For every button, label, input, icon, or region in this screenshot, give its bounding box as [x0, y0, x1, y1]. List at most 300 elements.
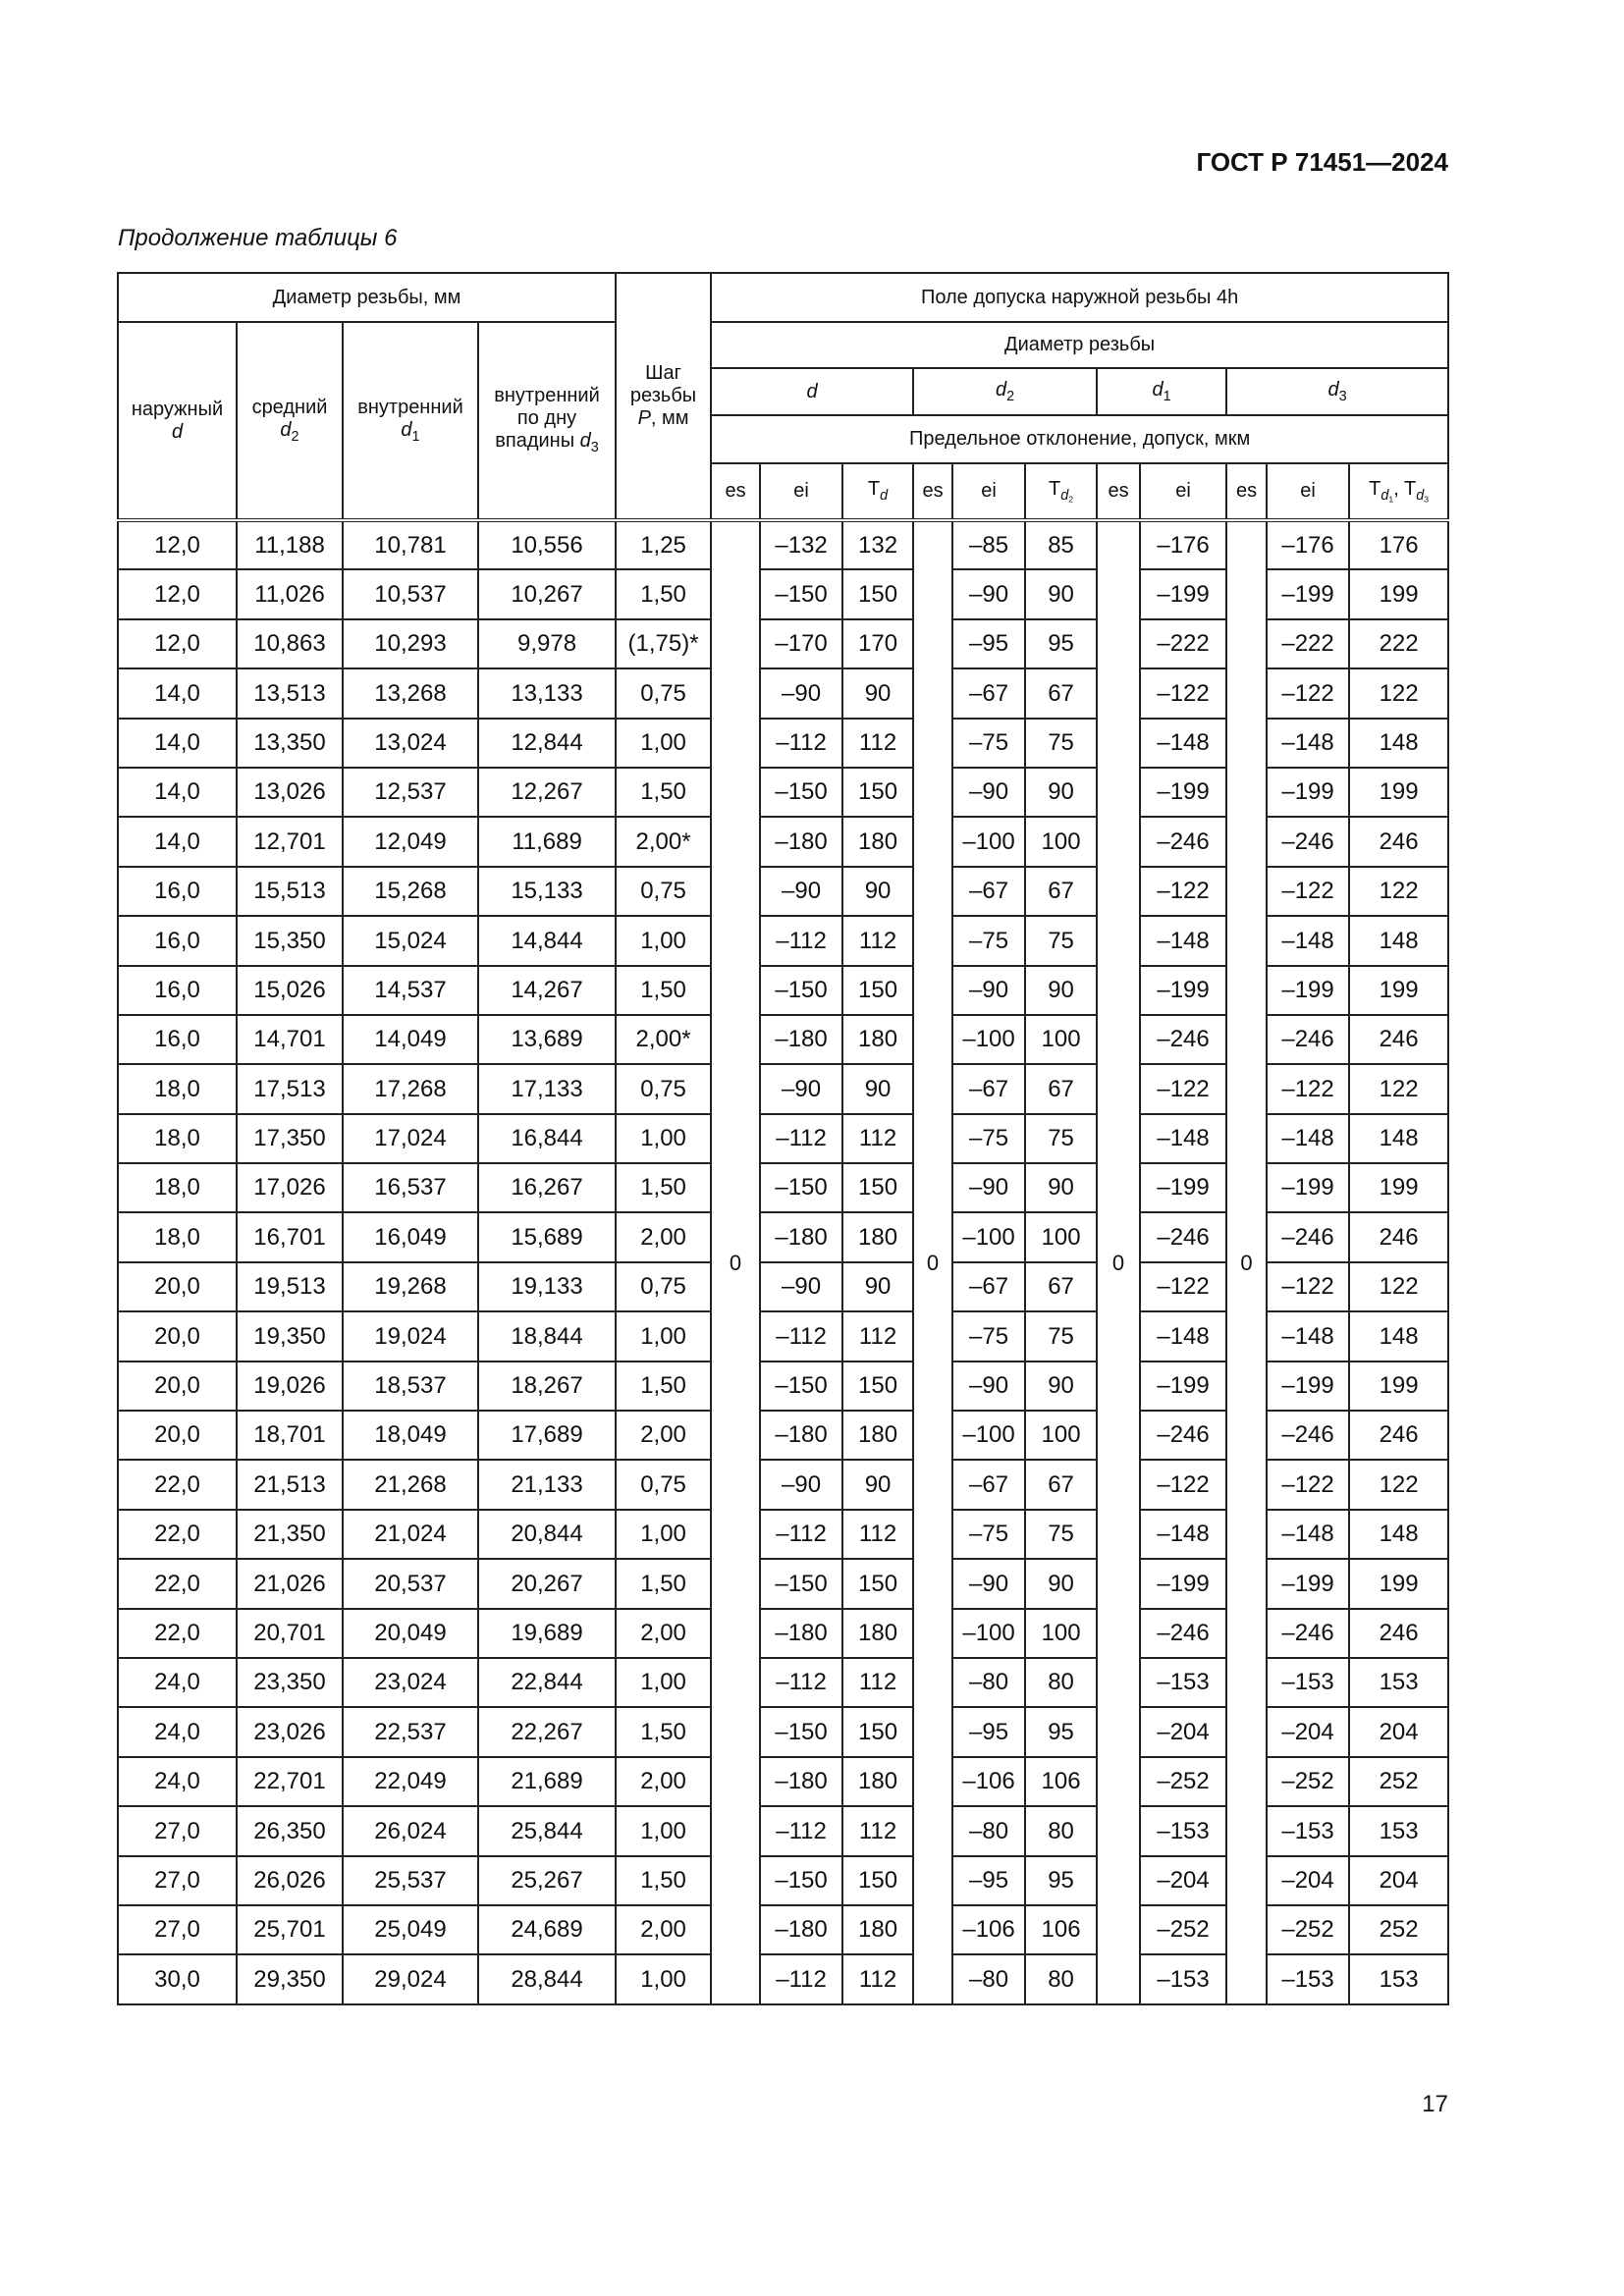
- deviation-header: Предельное отклонение, допуск, мкм: [711, 415, 1448, 463]
- d2-tolerance-cell: 100: [1025, 1609, 1097, 1658]
- d2-ei-cell: –75: [952, 1311, 1025, 1361]
- td2-sub-index: 2: [1068, 494, 1074, 505]
- group-d-header: [711, 368, 913, 415]
- d-ei-cell: –112: [760, 916, 842, 965]
- inner-symbol: d: [401, 418, 412, 441]
- d1-d3-tolerance-cell: 122: [1349, 1064, 1448, 1113]
- mean-diameter-cell: 15,350: [237, 916, 343, 965]
- d3-ei-cell: –204: [1267, 1856, 1349, 1905]
- d1-d3-tolerance-cell: 199: [1349, 1163, 1448, 1212]
- pitch-cell: 2,00: [616, 1609, 711, 1658]
- outer-diameter-cell: 20,0: [118, 1262, 237, 1311]
- d1-ei-cell: –153: [1140, 1658, 1226, 1707]
- pitch-cell: 2,00: [616, 1905, 711, 1954]
- inner-diameter-cell: 16,537: [343, 1163, 478, 1212]
- pitch-cell: 1,00: [616, 1510, 711, 1559]
- group-d1-subscript: 1: [1163, 388, 1171, 404]
- pitch-cell: 1,00: [616, 1954, 711, 2003]
- d1-ei-cell: –199: [1140, 768, 1226, 817]
- inner-diameter-cell: 21,024: [343, 1510, 478, 1559]
- d2-ei-cell: –95: [952, 1707, 1025, 1756]
- d-ei-cell: –112: [760, 1658, 842, 1707]
- d3-ei-cell: –122: [1267, 1262, 1349, 1311]
- root-word-1: внутренний: [494, 385, 600, 407]
- d-ei-cell: –150: [760, 768, 842, 817]
- d-tolerance-cell: 150: [842, 569, 913, 618]
- d3-ei-cell: –153: [1267, 1658, 1349, 1707]
- d1-ei-cell: –246: [1140, 1015, 1226, 1064]
- d-tolerance-cell: 90: [842, 1460, 913, 1509]
- outer-diameter-cell: 20,0: [118, 1311, 237, 1361]
- outer-diameter-cell: 24,0: [118, 1757, 237, 1806]
- root-diameter-cell: 16,267: [478, 1163, 616, 1212]
- inner-diameter-cell: 20,537: [343, 1559, 478, 1608]
- d1-d3-tolerance-cell: 252: [1349, 1757, 1448, 1806]
- d2-tolerance-cell: 90: [1025, 1362, 1097, 1411]
- d2-ei-cell: –90: [952, 966, 1025, 1015]
- td1-t: T: [1369, 477, 1381, 500]
- d2-ei-cell: –75: [952, 916, 1025, 965]
- outer-diameter-header: [118, 322, 237, 520]
- d1-d3-tolerance-cell: 246: [1349, 1609, 1448, 1658]
- pitch-cell: 1,00: [616, 1114, 711, 1163]
- td2-sub-symbol: d: [1060, 487, 1069, 504]
- inner-diameter-cell: 15,268: [343, 867, 478, 916]
- d3-ei-cell: –176: [1267, 520, 1349, 569]
- d-ei-cell: –150: [760, 1362, 842, 1411]
- d1-ei-cell: –222: [1140, 619, 1226, 668]
- mean-diameter-cell: 22,701: [237, 1757, 343, 1806]
- root-diameter-cell: 15,133: [478, 867, 616, 916]
- d-ei-cell: –132: [760, 520, 842, 569]
- d1-ei-cell: –122: [1140, 668, 1226, 718]
- inner-diameter-cell: 12,049: [343, 817, 478, 866]
- d1-d3-tolerance-cell: 246: [1349, 817, 1448, 866]
- pitch-cell: 1,00: [616, 719, 711, 768]
- d2-tolerance-cell: 95: [1025, 619, 1097, 668]
- d-ei-cell: –150: [760, 1559, 842, 1608]
- d-ei-cell: –150: [760, 1707, 842, 1756]
- d1-ei-cell: –199: [1140, 1559, 1226, 1608]
- d-ei-cell: –112: [760, 1311, 842, 1361]
- outer-diameter-cell: 27,0: [118, 1806, 237, 1855]
- inner-diameter-cell: 10,537: [343, 569, 478, 618]
- pitch-cell: 0,75: [616, 668, 711, 718]
- d2-tolerance-cell: 85: [1025, 520, 1097, 569]
- d-ei-cell: –150: [760, 1856, 842, 1905]
- d1-ei-cell: –246: [1140, 1609, 1226, 1658]
- d-tolerance-cell: 150: [842, 1163, 913, 1212]
- inner-diameter-cell: 22,537: [343, 1707, 478, 1756]
- d1-d3-tolerance-cell: 176: [1349, 520, 1448, 569]
- outer-diameter-cell: 18,0: [118, 1163, 237, 1212]
- d1-d3-tolerance-cell: 122: [1349, 668, 1448, 718]
- d2-tolerance-cell: 80: [1025, 1806, 1097, 1855]
- d1-d3-tolerance-cell: 153: [1349, 1954, 1448, 2003]
- mean-diameter-cell: 15,026: [237, 966, 343, 1015]
- d2-ei-cell: –100: [952, 1212, 1025, 1261]
- d-tolerance-cell: 150: [842, 1559, 913, 1608]
- td-header: [842, 463, 913, 520]
- mean-word: средний: [251, 396, 328, 418]
- d3-ei-cell: –199: [1267, 966, 1349, 1015]
- d1-ei-cell: –199: [1140, 1163, 1226, 1212]
- thread-diameter-group-header: Диаметр резьбы, мм: [118, 273, 616, 322]
- es-d2-cell: 0: [913, 520, 952, 2004]
- d1-ei-cell: –148: [1140, 916, 1226, 965]
- inner-diameter-cell: 15,024: [343, 916, 478, 965]
- d1-ei-cell: –246: [1140, 1212, 1226, 1261]
- es-header-d1: es: [1097, 463, 1140, 520]
- d2-ei-cell: –75: [952, 1510, 1025, 1559]
- root-diameter-cell: 14,844: [478, 916, 616, 965]
- pitch-cell: 2,00*: [616, 1015, 711, 1064]
- outer-diameter-cell: 24,0: [118, 1707, 237, 1756]
- d1-ei-cell: –204: [1140, 1856, 1226, 1905]
- d-ei-cell: –90: [760, 867, 842, 916]
- pitch-cell: 1,50: [616, 1163, 711, 1212]
- ei-header-d3: ei: [1267, 463, 1349, 520]
- pitch-cell: 2,00: [616, 1757, 711, 1806]
- d2-tolerance-cell: 106: [1025, 1757, 1097, 1806]
- d3-ei-cell: –148: [1267, 719, 1349, 768]
- group-d2-symbol: d: [995, 378, 1007, 400]
- mean-diameter-cell: 21,513: [237, 1460, 343, 1509]
- d3-ei-cell: –252: [1267, 1905, 1349, 1954]
- outer-diameter-cell: 14,0: [118, 668, 237, 718]
- d-tolerance-cell: 150: [842, 1362, 913, 1411]
- d1-d3-tolerance-cell: 148: [1349, 916, 1448, 965]
- d-tolerance-cell: 180: [842, 1015, 913, 1064]
- mean-diameter-cell: 26,026: [237, 1856, 343, 1905]
- td2-t: T: [1049, 477, 1061, 500]
- mean-diameter-cell: 19,513: [237, 1262, 343, 1311]
- d3-ei-cell: –122: [1267, 1064, 1349, 1113]
- d1-ei-cell: –122: [1140, 1262, 1226, 1311]
- d2-ei-cell: –106: [952, 1905, 1025, 1954]
- outer-diameter-cell: 30,0: [118, 1954, 237, 2003]
- d2-ei-cell: –80: [952, 1806, 1025, 1855]
- d3-ei-cell: –148: [1267, 1311, 1349, 1361]
- outer-diameter-cell: 14,0: [118, 817, 237, 866]
- d-tolerance-cell: 112: [842, 1806, 913, 1855]
- root-diameter-cell: 25,267: [478, 1856, 616, 1905]
- pitch-cell: 2,00*: [616, 817, 711, 866]
- d2-tolerance-cell: 67: [1025, 867, 1097, 916]
- d2-tolerance-cell: 100: [1025, 1015, 1097, 1064]
- d-tolerance-cell: 180: [842, 1212, 913, 1261]
- td1-sub-index: 1: [1388, 494, 1394, 505]
- pitch-cell: 2,00: [616, 1411, 711, 1460]
- d2-tolerance-cell: 95: [1025, 1856, 1097, 1905]
- mean-diameter-cell: 14,701: [237, 1015, 343, 1064]
- d3-ei-cell: –246: [1267, 1015, 1349, 1064]
- d2-tolerance-cell: 90: [1025, 966, 1097, 1015]
- d-tolerance-cell: 150: [842, 1707, 913, 1756]
- root-diameter-cell: 19,689: [478, 1609, 616, 1658]
- d2-ei-cell: –75: [952, 1114, 1025, 1163]
- d-tolerance-cell: 170: [842, 619, 913, 668]
- pitch-cell: 1,25: [616, 520, 711, 569]
- td2-header: [1025, 463, 1097, 520]
- inner-diameter-cell: 14,049: [343, 1015, 478, 1064]
- pitch-cell: 1,50: [616, 1707, 711, 1756]
- d1-d3-tolerance-cell: 199: [1349, 966, 1448, 1015]
- d-tolerance-cell: 112: [842, 1114, 913, 1163]
- pitch-word-2: резьбы: [629, 385, 697, 406]
- d-ei-cell: –90: [760, 1460, 842, 1509]
- d1-d3-tolerance-cell: 222: [1349, 619, 1448, 668]
- d-tolerance-cell: 112: [842, 1658, 913, 1707]
- mean-diameter-cell: 29,350: [237, 1954, 343, 2003]
- root-diameter-cell: 12,844: [478, 719, 616, 768]
- d-ei-cell: –90: [760, 668, 842, 718]
- outer-word: наружный: [131, 398, 224, 420]
- outer-diameter-cell: 22,0: [118, 1460, 237, 1509]
- d2-ei-cell: –90: [952, 1163, 1025, 1212]
- pitch-cell: 1,50: [616, 1856, 711, 1905]
- d3-ei-cell: –122: [1267, 668, 1349, 718]
- d2-tolerance-cell: 75: [1025, 1114, 1097, 1163]
- td3-t: T: [1403, 477, 1417, 500]
- mean-diameter-cell: 19,026: [237, 1362, 343, 1411]
- td-t: T: [867, 478, 881, 501]
- pitch-cell: (1,75)*: [616, 619, 711, 668]
- inner-diameter-cell: 13,024: [343, 719, 478, 768]
- outer-symbol: d: [171, 420, 184, 443]
- d2-ei-cell: –67: [952, 1262, 1025, 1311]
- es-header-d3: es: [1226, 463, 1267, 520]
- outer-diameter-cell: 27,0: [118, 1856, 237, 1905]
- d2-ei-cell: –85: [952, 520, 1025, 569]
- page-number: 17: [1422, 2091, 1448, 2117]
- d3-ei-cell: –122: [1267, 867, 1349, 916]
- pitch-cell: 0,75: [616, 1262, 711, 1311]
- d-ei-cell: –112: [760, 1114, 842, 1163]
- root-diameter-cell: 25,844: [478, 1806, 616, 1855]
- d2-tolerance-cell: 90: [1025, 768, 1097, 817]
- es-d-cell: 0: [711, 520, 760, 2004]
- d1-d3-tolerance-cell: 148: [1349, 1114, 1448, 1163]
- d2-ei-cell: –67: [952, 668, 1025, 718]
- d2-tolerance-cell: 106: [1025, 1905, 1097, 1954]
- root-subscript: 3: [590, 440, 599, 456]
- pitch-cell: 1,50: [616, 966, 711, 1015]
- outer-diameter-cell: 14,0: [118, 768, 237, 817]
- d-ei-cell: –112: [760, 1806, 842, 1855]
- d1-ei-cell: –199: [1140, 966, 1226, 1015]
- td1-sub-symbol: d: [1380, 487, 1389, 504]
- d1-d3-tolerance-cell: 199: [1349, 569, 1448, 618]
- d1-ei-cell: –153: [1140, 1954, 1226, 2003]
- d1-ei-cell: –153: [1140, 1806, 1226, 1855]
- td3-sub-symbol: d: [1416, 487, 1425, 504]
- d1-ei-cell: –199: [1140, 1362, 1226, 1411]
- table-row: [118, 520, 1448, 569]
- d-ei-cell: –90: [760, 1262, 842, 1311]
- root-diameter-cell: 17,689: [478, 1411, 616, 1460]
- es-header-d2: es: [913, 463, 952, 520]
- d3-ei-cell: –199: [1267, 768, 1349, 817]
- root-diameter-cell: 28,844: [478, 1954, 616, 2003]
- inner-diameter-cell: 19,268: [343, 1262, 478, 1311]
- d3-ei-cell: –122: [1267, 1460, 1349, 1509]
- d2-ei-cell: –100: [952, 1609, 1025, 1658]
- d2-ei-cell: –75: [952, 719, 1025, 768]
- pitch-cell: 1,50: [616, 569, 711, 618]
- mean-diameter-cell: 13,026: [237, 768, 343, 817]
- inner-diameter-cell: 23,024: [343, 1658, 478, 1707]
- pitch-cell: 1,50: [616, 1362, 711, 1411]
- outer-diameter-cell: 20,0: [118, 1411, 237, 1460]
- d-ei-cell: –112: [760, 1954, 842, 2003]
- mean-symbol: d: [280, 418, 292, 441]
- root-diameter-cell: 17,133: [478, 1064, 616, 1113]
- d3-ei-cell: –153: [1267, 1806, 1349, 1855]
- d2-tolerance-cell: 80: [1025, 1658, 1097, 1707]
- d3-ei-cell: –153: [1267, 1954, 1349, 2003]
- mean-diameter-cell: 10,863: [237, 619, 343, 668]
- d1-ei-cell: –122: [1140, 1064, 1226, 1113]
- mean-diameter-cell: 25,701: [237, 1905, 343, 1954]
- d1-d3-tolerance-cell: 246: [1349, 1212, 1448, 1261]
- root-word-2: по дну: [516, 407, 577, 430]
- root-diameter-cell: 18,267: [478, 1362, 616, 1411]
- td1-subscript: [1380, 488, 1393, 504]
- inner-diameter-cell: 18,049: [343, 1411, 478, 1460]
- inner-diameter-cell: 13,268: [343, 668, 478, 718]
- d-ei-cell: –112: [760, 1510, 842, 1559]
- d1-d3-tolerance-cell: 199: [1349, 1362, 1448, 1411]
- mean-diameter-cell: 26,350: [237, 1806, 343, 1855]
- d1-ei-cell: –122: [1140, 867, 1226, 916]
- outer-diameter-cell: 18,0: [118, 1114, 237, 1163]
- d1-d3-tolerance-cell: 153: [1349, 1806, 1448, 1855]
- d2-tolerance-cell: 90: [1025, 1559, 1097, 1608]
- outer-diameter-cell: 22,0: [118, 1510, 237, 1559]
- outer-diameter-cell: 20,0: [118, 1362, 237, 1411]
- pitch-cell: 1,00: [616, 1658, 711, 1707]
- d1-ei-cell: –148: [1140, 1114, 1226, 1163]
- d2-tolerance-cell: 100: [1025, 1212, 1097, 1261]
- d2-ei-cell: –90: [952, 569, 1025, 618]
- root-diameter-cell: 16,844: [478, 1114, 616, 1163]
- group-d1-header: [1097, 368, 1226, 415]
- mean-diameter-cell: 20,701: [237, 1609, 343, 1658]
- d-tolerance-cell: 90: [842, 867, 913, 916]
- d2-ei-cell: –95: [952, 619, 1025, 668]
- document-code: ГОСТ Р 71451—2024: [1196, 147, 1448, 177]
- ei-header-d1: ei: [1140, 463, 1226, 520]
- d3-ei-cell: –148: [1267, 1510, 1349, 1559]
- td-sub-symbol: d: [880, 488, 889, 505]
- inner-diameter-cell: 10,781: [343, 520, 478, 569]
- pitch-symbol: P: [637, 407, 651, 429]
- d3-ei-cell: –204: [1267, 1707, 1349, 1756]
- inner-diameter-cell: 14,537: [343, 966, 478, 1015]
- root-word-3: впадины: [495, 430, 575, 453]
- d-tolerance-cell: 90: [842, 1262, 913, 1311]
- d2-tolerance-cell: 75: [1025, 916, 1097, 965]
- root-symbol: d: [579, 430, 591, 453]
- pitch-cell: 1,00: [616, 1311, 711, 1361]
- d3-ei-cell: –246: [1267, 1212, 1349, 1261]
- d2-ei-cell: –80: [952, 1954, 1025, 2003]
- outer-diameter-cell: 27,0: [118, 1905, 237, 1954]
- mean-diameter-cell: 16,701: [237, 1212, 343, 1261]
- d2-tolerance-cell: 75: [1025, 1311, 1097, 1361]
- d1-d3-tolerance-cell: 148: [1349, 1510, 1448, 1559]
- root-diameter-cell: 21,689: [478, 1757, 616, 1806]
- root-diameter-cell: 15,689: [478, 1212, 616, 1261]
- inner-diameter-cell: 18,537: [343, 1362, 478, 1411]
- mean-diameter-cell: 13,350: [237, 719, 343, 768]
- mean-diameter-cell: 11,188: [237, 520, 343, 569]
- d1-d3-tolerance-cell: 122: [1349, 1262, 1448, 1311]
- d-ei-cell: –180: [760, 1411, 842, 1460]
- d-tolerance-cell: 150: [842, 1856, 913, 1905]
- d-tolerance-cell: 150: [842, 768, 913, 817]
- d-ei-cell: –170: [760, 619, 842, 668]
- d2-tolerance-cell: 95: [1025, 1707, 1097, 1756]
- d-tolerance-cell: 112: [842, 916, 913, 965]
- mean-diameter-cell: 19,350: [237, 1311, 343, 1361]
- d2-ei-cell: –67: [952, 1064, 1025, 1113]
- d1-d3-tolerance-cell: 252: [1349, 1905, 1448, 1954]
- inner-diameter-cell: 17,024: [343, 1114, 478, 1163]
- tolerance-table: [117, 272, 1449, 2005]
- inner-diameter-cell: 25,537: [343, 1856, 478, 1905]
- inner-word: внутренний: [357, 396, 463, 418]
- d-tolerance-cell: 112: [842, 719, 913, 768]
- d1-ei-cell: –252: [1140, 1757, 1226, 1806]
- d-ei-cell: –112: [760, 719, 842, 768]
- ei-header-d2: ei: [952, 463, 1025, 520]
- d-tolerance-cell: 180: [842, 1609, 913, 1658]
- root-diameter-cell: 24,689: [478, 1905, 616, 1954]
- d3-ei-cell: –199: [1267, 1559, 1349, 1608]
- group-d3-subscript: 3: [1338, 388, 1347, 404]
- ei-header-d: ei: [760, 463, 842, 520]
- d-ei-cell: –180: [760, 1015, 842, 1064]
- pitch-cell: 0,75: [616, 1460, 711, 1509]
- d1-ei-cell: –199: [1140, 569, 1226, 618]
- d2-tolerance-cell: 100: [1025, 817, 1097, 866]
- td1-td3-header: [1349, 463, 1448, 520]
- mean-diameter-cell: 11,026: [237, 569, 343, 618]
- outer-diameter-cell: 16,0: [118, 966, 237, 1015]
- tolerance-field-header: Поле допуска наружной резьбы 4h: [711, 273, 1448, 322]
- root-diameter-cell: 10,556: [478, 520, 616, 569]
- mean-diameter-cell: 18,701: [237, 1411, 343, 1460]
- outer-diameter-cell: 22,0: [118, 1609, 237, 1658]
- d2-tolerance-cell: 75: [1025, 1510, 1097, 1559]
- root-diameter-cell: 20,844: [478, 1510, 616, 1559]
- td2-subscript: [1060, 488, 1073, 504]
- outer-diameter-cell: 16,0: [118, 1015, 237, 1064]
- pitch-cell: 1,50: [616, 1559, 711, 1608]
- inner-diameter-cell: 22,049: [343, 1757, 478, 1806]
- d1-ei-cell: –246: [1140, 1411, 1226, 1460]
- d-ei-cell: –150: [760, 1163, 842, 1212]
- d-tolerance-cell: 112: [842, 1510, 913, 1559]
- mean-diameter-header: [237, 322, 343, 520]
- d2-ei-cell: –106: [952, 1757, 1025, 1806]
- d2-tolerance-cell: 90: [1025, 1163, 1097, 1212]
- d-ei-cell: –150: [760, 966, 842, 1015]
- thread-diameter-header: Диаметр резьбы: [711, 322, 1448, 368]
- root-diameter-cell: 19,133: [478, 1262, 616, 1311]
